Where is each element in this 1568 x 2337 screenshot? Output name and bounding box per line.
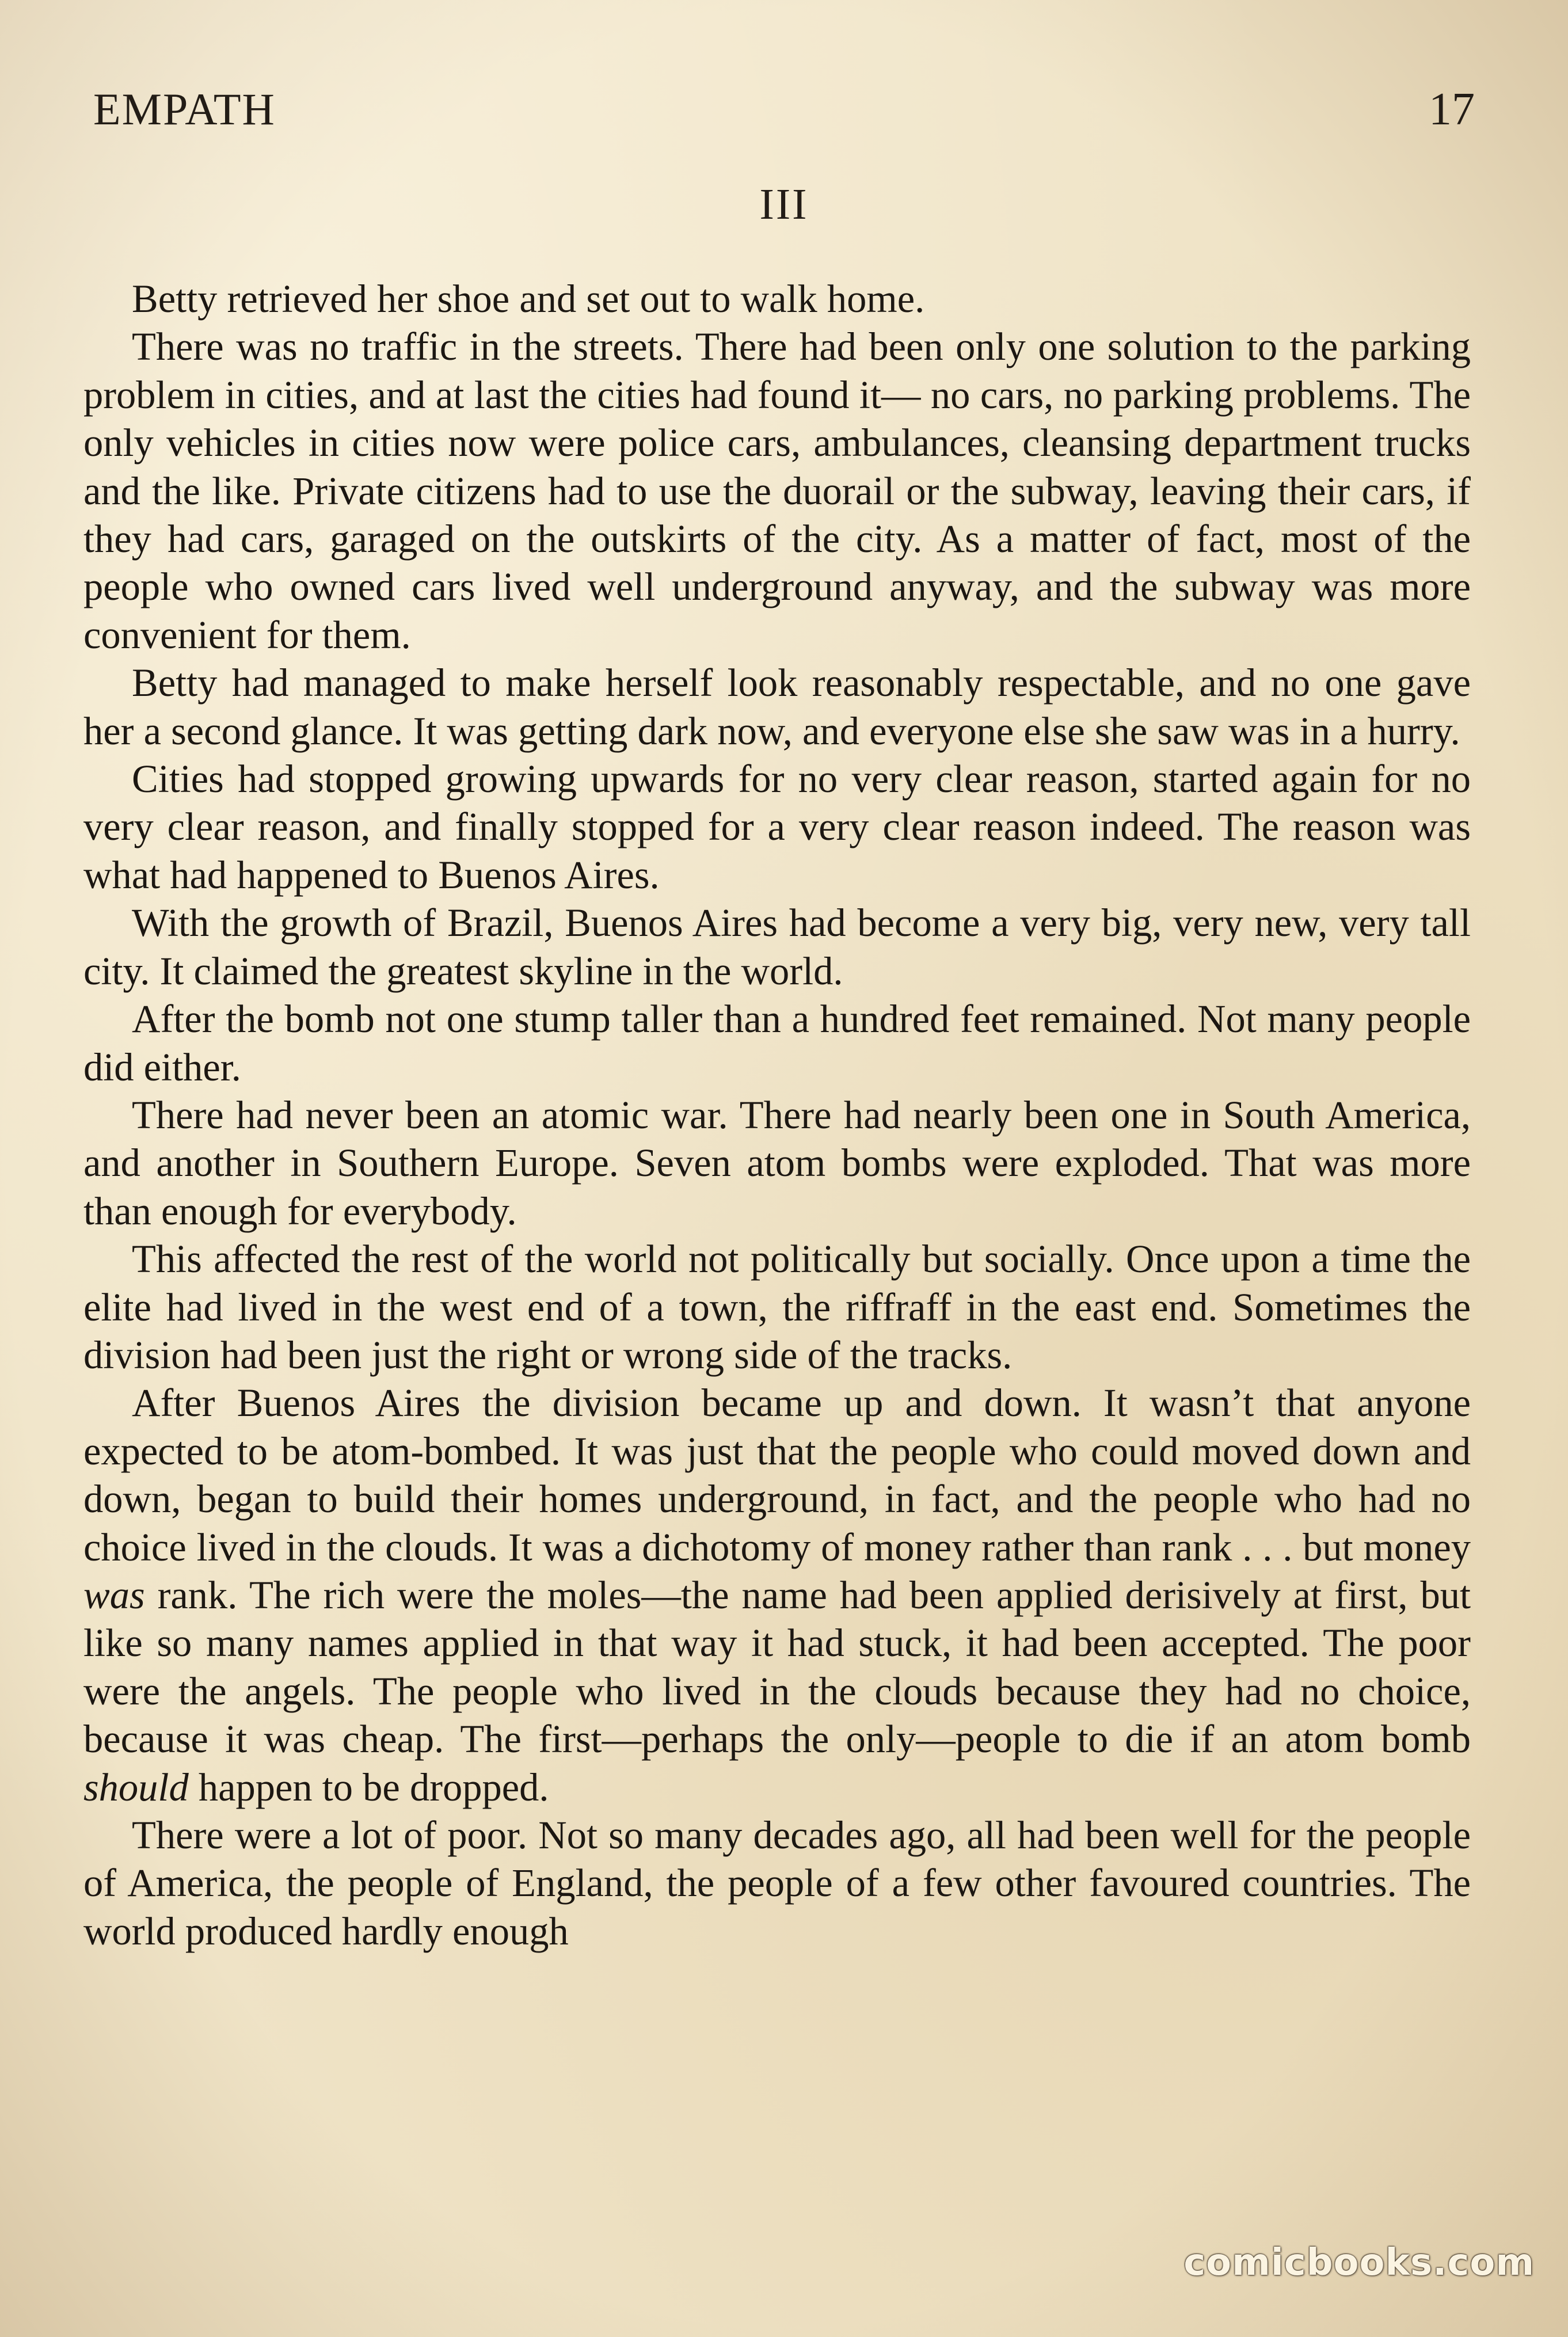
paragraph: There had never been an atomic war. There had nearly been one in South America, and another in Southern Europe. Seven atom bombs were exploded. That was more than enough for everybody. [83,1093,1471,1233]
page-number: 17 [1429,84,1475,135]
paragraph: After the bomb not one stump taller than a hundred feet remained. Not many people did either. [83,997,1471,1089]
paragraph: Cities had stopped growing upwards for no very clear reason, started again for no very clear reason, and finally stopped for a very clear reason indeed. The reason was what had happened to Buenos Aires. [83,757,1471,897]
paragraph: There was no traffic in the streets. There had been only one solution to the parking problem in cities, and at last the cities had found it— no cars, no parking problems. The only vehicles in cities now were police cars, ambulances, cleansing department trucks and the like. Private citizens had to use the duorail or the subway, leaving their cars, if they had cars, garaged on the outskirts of the city. As a matter of fact, most of the people who owned cars lived well underground anyway, and the subway was more convenient for them. [83,325,1471,657]
running-head [93,83,1475,147]
paragraph-moles [83,1379,1471,1811]
chapter-number: III [759,180,809,229]
text-run: After Buenos Aires the division became up and down. It wasn’t that anyone expected to be atom-bombed. It was just that the people who could moved down and down, began to build their homes underground, in fact, and the people who had no choice lived in the clouds. It was a dichotomy of money rather than rank . . . but money [83,1381,1471,1569]
paragraph: With the growth of Brazil, Buenos Aires had become a very big, very new, very tall city. It claimed the greatest skyline in the world. [83,901,1471,993]
emphasis-should: should [83,1765,189,1809]
paragraph: Betty had managed to make herself look reasonably respectable, and no one gave her a second glance. It was getting dark now, and everyone else she saw was in a hurry. [83,661,1471,753]
text-run: rank. The rich were the moles—the name had been applied derisively at first, but like so many names applied in that way it had stuck, it had been accepted. The poor were the angels. The people who lived in the clouds because they had no choice, because it was cheap. The first—perhaps the only—people to die if an atom bomb [83,1573,1471,1761]
running-title: EMPATH [93,84,276,134]
emphasis-was: was [83,1573,145,1617]
body-text [83,275,1471,1955]
paragraph: There were a lot of poor. Not so many decades ago, all had been well for the people of America, the people of England, the people of a few other favoured countries. The world produced hardly enough [83,1813,1471,1953]
paragraph: Betty retrieved her shoe and set out to walk home. [132,277,925,321]
text-run: happen to be dropped. [188,1765,549,1809]
watermark: comicbooks.com [1183,2241,1535,2284]
paragraph: This affected the rest of the world not politically but socially. Once upon a time the elite had lived in the west end of a town, the riffraff in the east end. Sometimes the division had been just the right or wrong side of the tracks. [83,1237,1471,1377]
